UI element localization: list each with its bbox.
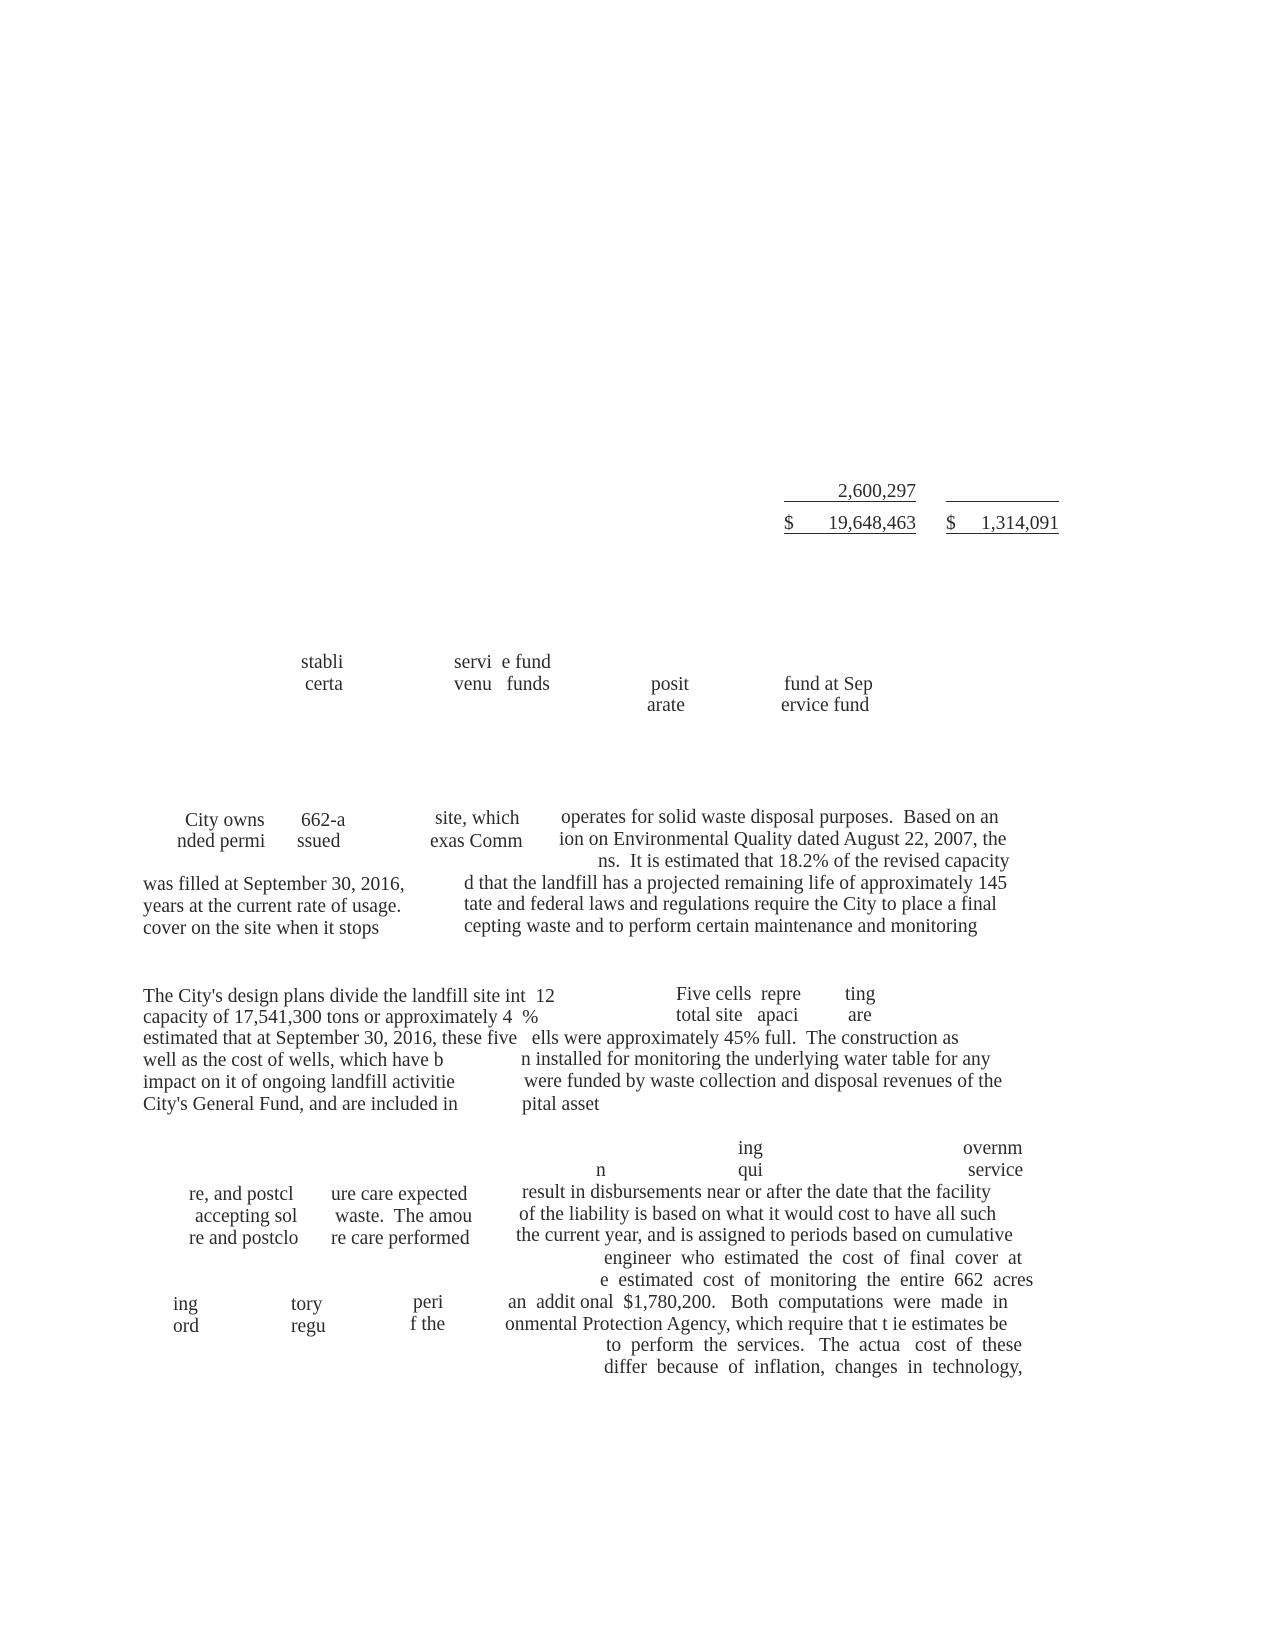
para1-text: ns. It is estimated that 18.2% of the revised capacity	[598, 851, 1010, 872]
para2-text: were funded by waste collection and disposal revenues of the	[524, 1071, 1003, 1092]
para3-text: re and postclo	[189, 1228, 299, 1249]
total-currency-2: $	[946, 513, 956, 534]
total-underline-2	[946, 533, 1059, 534]
para2-text: impact on it of ongoing landfill activitie	[143, 1072, 455, 1093]
para3-text: ure care expected	[331, 1184, 468, 1205]
para1-text: nded permi	[177, 831, 266, 852]
para1-text: 662-a	[301, 810, 346, 831]
para1-text: tate and federal laws and regulations require the City to place a final	[464, 894, 997, 915]
para1-text: d that the landfill has a projected remaining life of approximately 145	[464, 873, 1008, 894]
para1-text: ion on Environmental Quality dated August 22, 2007, the	[559, 829, 1007, 850]
para2-text: ting	[845, 984, 876, 1005]
para2-text: n installed for monitoring the underlying water table for any	[521, 1049, 991, 1070]
para2-text: well as the cost of wells, which have b	[143, 1050, 444, 1071]
para1-text: exas Comm	[430, 831, 523, 852]
para3-text: service	[968, 1160, 1024, 1181]
para2-text: estimated that at September 30, 2016, these five ells were approximately 45% full. The construction as	[143, 1028, 959, 1049]
para3-text: onmental Protection Agency, which require that t ie estimates be	[505, 1314, 1008, 1335]
para3-text: overnm	[963, 1138, 1023, 1159]
para3-text: the current year, and is assigned to periods based on cumulative	[516, 1225, 1013, 1246]
para3-text: accepting sol	[195, 1206, 298, 1227]
subtotal-value: 2,600,297	[838, 481, 916, 502]
fragment-text: venu funds	[454, 674, 550, 695]
para3-text: waste. The amou	[335, 1206, 473, 1227]
para2-text: total site apaci	[676, 1005, 799, 1026]
para3-text: of the liability is based on what it would cost to have all such	[519, 1204, 997, 1225]
fragment-text: stabli	[301, 652, 344, 673]
para3-text: ing	[738, 1138, 763, 1159]
para3-text: tory	[291, 1294, 323, 1315]
total-value-1: 19,648,463	[828, 513, 916, 534]
fragment-text: fund at Sep	[784, 674, 873, 695]
para1-text: years at the current rate of usage.	[143, 896, 402, 917]
para1-text: site, which	[435, 808, 520, 829]
para2-text: capacity of 17,541,300 tons or approximately 4 %	[143, 1007, 539, 1028]
para1-text: was filled at September 30, 2016,	[143, 874, 405, 895]
para2-text: pital asset	[522, 1094, 600, 1115]
para3-text: to perform the services. The actua cost of these	[606, 1335, 1023, 1356]
para2-text: The City's design plans divide the landfill site int 12	[143, 986, 555, 1007]
subtotal-underline-1	[784, 501, 916, 502]
para3-text: regu	[291, 1316, 326, 1337]
para1-text: City owns	[185, 810, 265, 831]
total-currency-1: $	[784, 513, 794, 534]
para3-text: ing	[173, 1294, 198, 1315]
para3-text: differ because of inflation, changes in technology,	[604, 1357, 1023, 1378]
para3-text: peri	[413, 1292, 444, 1313]
para2-text: Five cells repre	[676, 984, 802, 1005]
para3-text: ord	[173, 1316, 199, 1337]
para3-text: re care performed	[331, 1228, 470, 1249]
para1-text: cover on the site when it stops	[143, 918, 380, 939]
para1-text: operates for solid waste disposal purposes. Based on an	[561, 807, 999, 828]
para1-text: ssued	[297, 831, 341, 852]
fragment-text: posit	[651, 674, 689, 695]
fragment-text: servi e fund	[454, 652, 551, 673]
subtotal-underline-2	[946, 501, 1059, 502]
total-value-2: 1,314,091	[981, 513, 1059, 534]
para3-text: qui	[738, 1160, 763, 1181]
para3-text: f the	[410, 1314, 446, 1335]
para3-text: result in disbursements near or after the date that the facility	[522, 1182, 991, 1203]
para3-text: engineer who estimated the cost of final cover at	[604, 1248, 1023, 1269]
para3-text: n	[596, 1160, 606, 1181]
fragment-text: ervice fund	[781, 695, 870, 716]
para2-text: are	[848, 1005, 872, 1026]
para3-text: e estimated cost of monitoring the entire 662 acres	[600, 1270, 1034, 1291]
para3-text: an addit onal $1,780,200. Both computations were made in	[508, 1292, 1008, 1313]
para2-text: City's General Fund, and are included in	[143, 1094, 458, 1115]
para3-text: re, and postcl	[189, 1184, 294, 1205]
total-underline-1	[784, 533, 916, 534]
fragment-text: certa	[305, 674, 343, 695]
fragment-text: arate	[647, 695, 685, 716]
para1-text: cepting waste and to perform certain maintenance and monitoring	[464, 916, 978, 937]
